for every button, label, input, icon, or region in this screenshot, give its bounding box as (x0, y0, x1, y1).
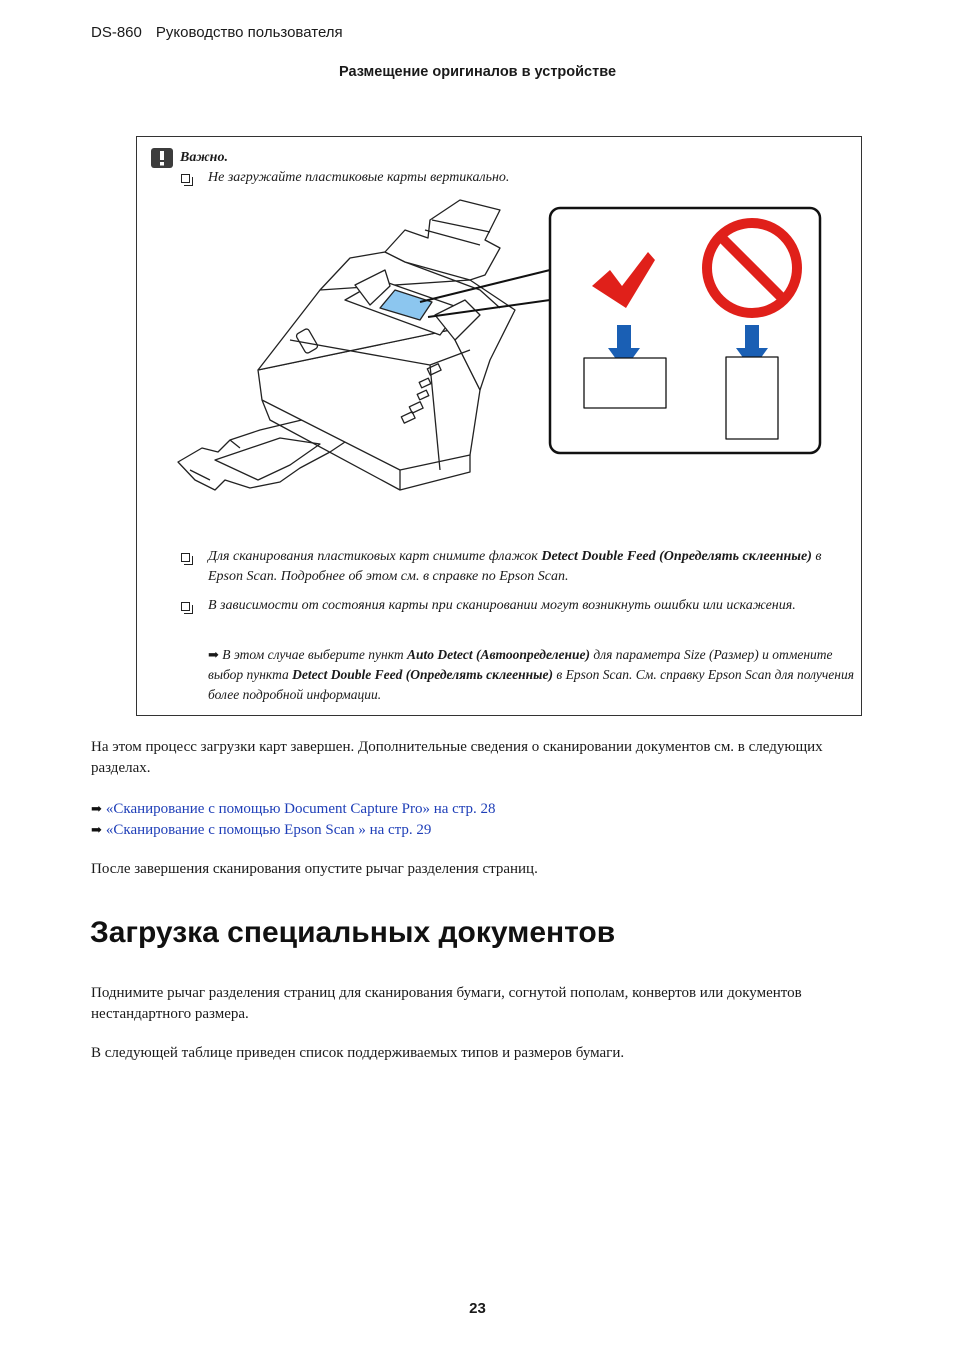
note-paragraph: ➡ В этом случае выберите пункт Auto Detect (Автоопределение) для параметра Size (Размер) и отмените выбор пункта Detect Double Feed (Определять склеенные) в Epson Scan. См. справку Epson Scan для получения более подробной информации. (208, 647, 855, 702)
guide-title: Руководство пользователя (155, 24, 343, 41)
important-bullet-2: Для сканирования пластиковых карт снимите флажок Detect Double Feed (Определять склеенные) в Epson Scan. Подробнее об этом см. в справке по Epson Scan. (208, 549, 822, 584)
paragraph-lower-lever: После завершения сканирования опустите рычаг разделения страниц. (91, 861, 538, 877)
running-header (91, 24, 343, 41)
page-number: 23 (469, 1300, 486, 1317)
important-title: Важно. (180, 150, 228, 165)
horizontal-card (584, 358, 666, 408)
important-bullet-1: Не загружайте пластиковые карты вертикально. (208, 170, 510, 185)
section-title: Размещение оригиналов в устройстве (338, 64, 617, 80)
arrow-right-icon: ➡ (91, 822, 102, 837)
paragraph-finished: На этом процесс загрузки карт завершен. Дополнительные сведения о сканировании документов см. в следующих разделах. (91, 739, 823, 776)
vertical-card (726, 357, 778, 439)
bullet-square-icon (181, 174, 190, 183)
option-name: Detect Double Feed (Определять склеенные) (292, 667, 553, 682)
important-exclamation-icon (151, 148, 173, 168)
arrow-right-icon: ➡ (208, 647, 219, 662)
option-name: Detect Double Feed (Определять склеенные) (541, 549, 812, 564)
paragraph-table-intro: В следующей таблице приведен список поддерживаемых типов и размеров бумаги. (91, 1045, 625, 1061)
model-name: DS-860 (91, 24, 142, 41)
orientation-callout (550, 208, 820, 453)
card-loading-illustration (170, 190, 830, 530)
bullet-square-icon (181, 602, 190, 611)
section-heading: Загрузка специальных документов (90, 916, 616, 949)
bullet-square-icon (181, 553, 190, 562)
scanner-drawing (178, 200, 515, 490)
link-line-2 (91, 819, 431, 841)
important-bullet-3: В зависимости от состояния карты при сканировании могут возникнуть ошибки или искажения. (208, 598, 796, 613)
paragraph-raise-lever: Поднимите рычаг разделения страниц для сканирования бумаги, согнутой пополам, конвертов или документов нестандартного размера. (91, 985, 802, 1022)
link-epson-scan[interactable]: «Сканирование с помощью Epson Scan » на стр. 29 (105, 822, 432, 838)
option-name: Auto Detect (Автоопределение) (407, 647, 591, 662)
link-line-1 (91, 798, 496, 820)
arrow-right-icon: ➡ (91, 801, 102, 816)
link-document-capture-pro[interactable]: «Сканирование с помощью Document Capture Pro» на стр. 28 (105, 801, 496, 817)
